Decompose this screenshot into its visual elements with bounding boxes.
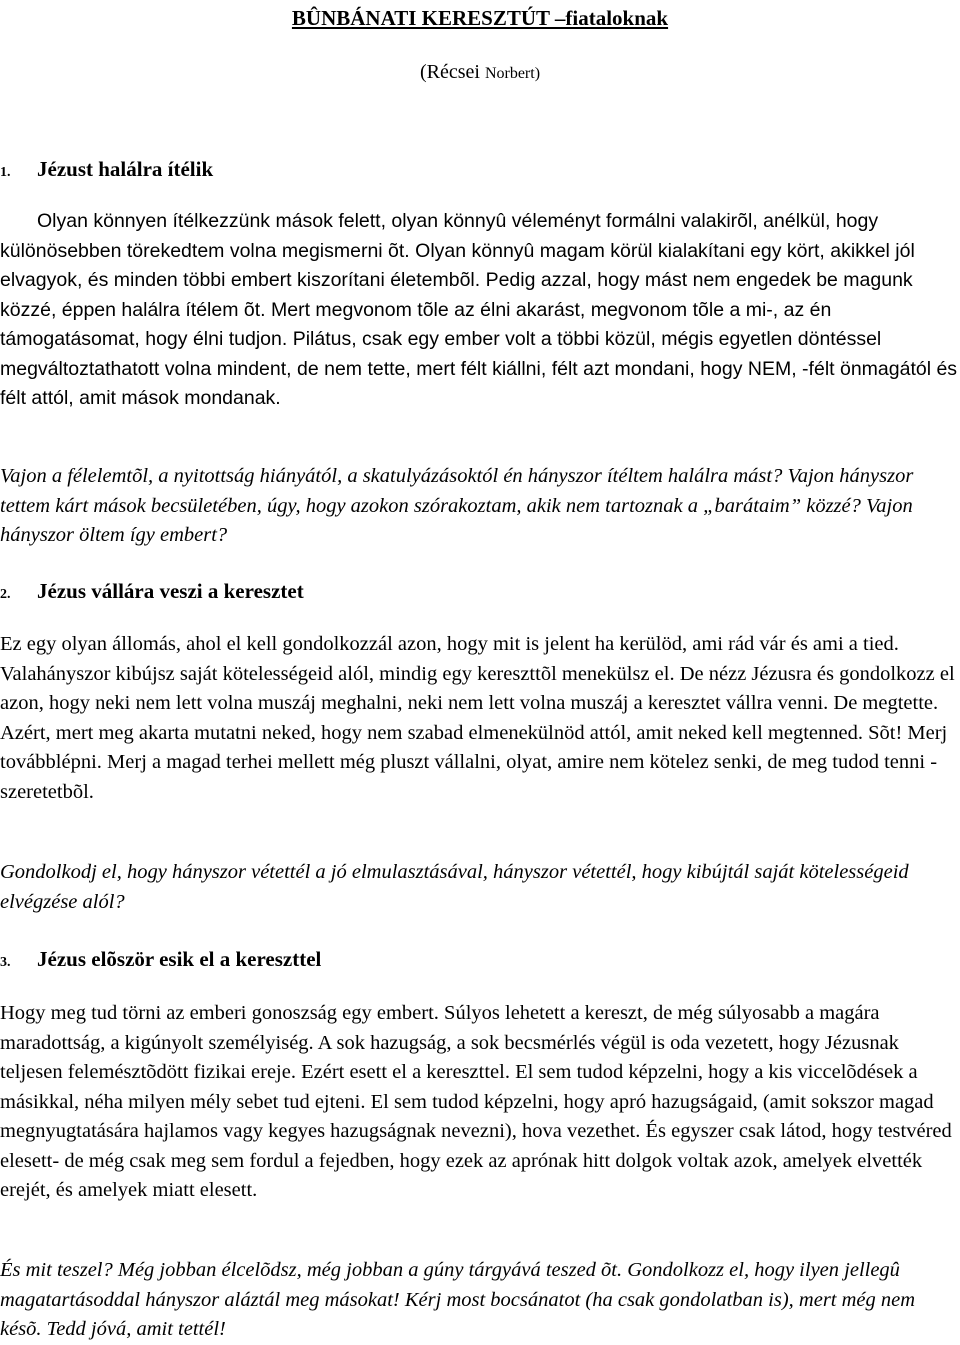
section-3-heading — [0, 945, 321, 978]
document-title: BÛNBÁNATI KERESZTÚT –fiataloknak — [291, 6, 669, 30]
section-1-heading — [0, 155, 213, 188]
section-3-number: 3. — [0, 955, 11, 970]
section-2-paragraph: Ez egy olyan állomás, ahol el kell gondolkozzál azon, hogy mit is jelent ha kerülöd, ami rád vár és ami a tied. Valahányszor kibújsz saját kötelességeid alól, mindig egy kereszttõl menekülsz el. De nézz Jézusra és gondolkozz el azon, hogy neki nem lett volna muszáj meghalni, neki nem lett volna muszáj a keresztet vállra venni. De megtette. Azért, mert meg akarta mutatni neked, hogy nem szabad elmenekülnöd attól, amit neked kell megtenned. Sõt! Merj továbblépni. Merj a magad terhei mellett még pluszt vállalni, olyat, amire nem kötelez senki, de meg tudod tenni - szeretetbõl. — [0, 633, 955, 803]
subtitle-open: (Récsei — [419, 61, 480, 83]
section-1-title: Jézust halálra ítélik — [37, 157, 214, 181]
section-2-title: Jézus vállára veszi a keresztet — [37, 579, 304, 603]
subtitle-name: Norbert) — [484, 65, 541, 82]
section-3-title: Jézus elõször esik el a kereszttel — [37, 947, 322, 971]
section-1-paragraph-tail: Pilátus, csak egy ember volt a többi közül, mégis egyetlen döntéssel megváltoztathatott volna mindent, de nem tette, mert félt kiállni, félt azt mondani, hogy NEM, -félt önmagától és félt attól, amit mások mondanak. — [0, 328, 958, 409]
section-1-paragraph-rest: Olyan könnyû magam körül kialakítani egy kört, akikkel jól elvagyok, és minden többi embert kiszorítani életembõl. Pedig azzal, hogy mást nem engedek be magunk közzé, éppen halálra ítélem õt. Mert megvonom tõle az élni akarást, megvonom tõle a mi-, az én támogatásomat, hogy élni tudjon. — [0, 239, 915, 350]
section-3-reflection: És mit teszel? Még jobban élcelõdsz, még jobban a gúny tárgyává teszed õt. Gondolkozz el, hogy ilyen jellegû magatartásoddal hányszor aláztál meg másokat! Kérj most bocsánatot (ha csak gondolatban is), mert még nem késõ. Tedd jóvá, amit tettél! — [0, 1259, 916, 1340]
section-2-reflection: Gondolkodj el, hogy hányszor vétettél a jó elmulasztásával, hányszor vétettél, hogy kibújtál saját kötelességeid elvégzése alól? — [0, 861, 909, 913]
section-1-reflection: Vajon a félelemtõl, a nyitottság hiányától, a skatulyázásoktól én hányszor ítéltem halálra mást? Vajon hányszor tettem kárt mások becsületében, úgy, hogy azokon szórakoztam, akik nem tartoznak a „barátaim” közzé? Vajon hányszor öltem így embert? — [0, 465, 914, 546]
section-2-number: 2. — [0, 587, 11, 602]
section-1-paragraph-first: Olyan könnyen ítélkezzünk mások felett, olyan könnyû véleményt formálni valakirõl, anélkül, hogy különösebben törekedtem volna megismerni õt. — [0, 210, 879, 262]
section-2-heading — [0, 577, 304, 610]
section-1-number: 1. — [0, 165, 11, 180]
document-subtitle — [0, 58, 960, 89]
section-3-paragraph: Hogy meg tud törni az emberi gonoszság egy embert. Súlyos lehetett a kereszt, de még súlyosabb a magára maradottság, a kigúnyolt személyiség. A sok hazugság, a sok becsmérlés végül is oda vezetett, hogy Jézusnak teljesen felemésztõdött fizikai ereje. Ezért esett el a kereszttel. El sem tudod képzelni, hogy a kis viccelõdések a másikkal, néha milyen mély sebet tud ejteni. El sem tudod képzelni, hogy apró hazugságaid, (amit sokszor magad megnyugtatására hajlamos vagy kegyes hazugságnak nevezni), hova vezethet. És egyszer csak látod, hogy testvéred elesett- de még csak meg sem fordul a fejedben, hogy ezek az aprónak hitt dolgok voltak azok, amelyek elvették erejét, és amelyek miatt elesett. — [0, 1002, 952, 1201]
section-1-paragraph — [0, 207, 960, 414]
